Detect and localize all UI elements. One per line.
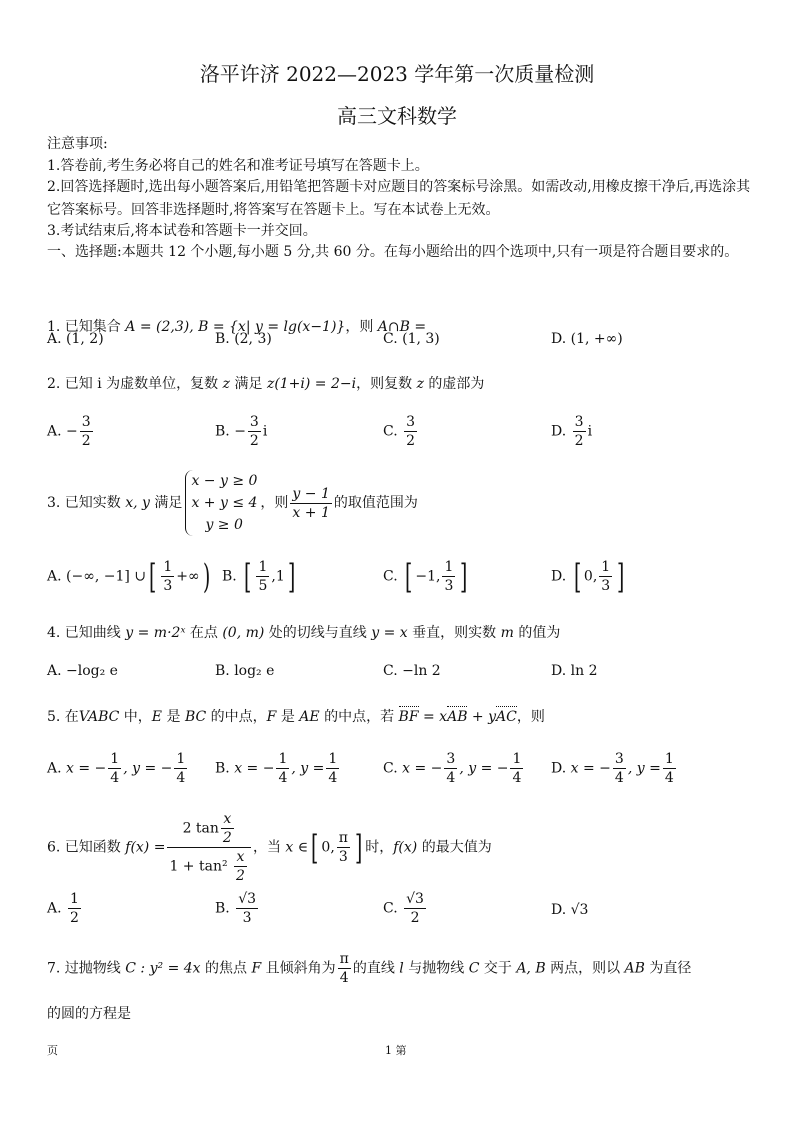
q5-option-a: A. x = − $\frac{1}{4}$ , y = − $\frac{1}{4}$ [47,751,186,786]
note-1: 1.答卷前,考生务必将自己的姓名和准考证号填写在答题卡上。 [47,158,429,174]
q5-option-d: D. x = − $\frac{3}{4}$ , y = $\frac{1}{4}$ [551,751,674,786]
q3-option-a: A. (−∞, −1] ∪[ $\frac{1}{3}$ +∞) [47,556,210,597]
exam-subtitle: 高三文科数学 [337,104,457,128]
question-1: 1. 已知集合 A = (2,3), B = {x| y = lg(x−1)}，则 A∩B = [47,319,427,335]
q5-option-c: C. x = − $\frac{3}{4}$ , y = − $\frac{1}{4}$ [383,751,522,786]
footer-left: 页 [47,1044,58,1057]
question-6: 6. 已知函数 f(x) = 2 tan $\frac{x}{2}$ 1 + tan² $\frac{x}{2}$ ，当 x ∈[ 0, $\frac{\pi}{3}$ ] 时，f(x) 的最大值为 [47,811,492,884]
question-3: 3. 已知实数 x, y 满足 x − y ≥ 0 x + y ≤ 4 y ≥ 0 ，则 $\frac{y - 1}{x + 1}$ 的取值范围为 [47,470,418,536]
note-3: 3.考试结束后,将本试卷和答题卡一并交回。 [47,223,317,239]
q1-option-b: B. (2, 3) [215,331,272,347]
vector-bf: BF [398,709,419,725]
q6-option-a: A. $\frac{1}{2}$ [47,891,79,926]
question-4: 4. 已知曲线 y = m·2ˣ 在点 (0, m) 处的切线与直线 y = x 垂直，则实数 m 的值为 [47,625,561,641]
exam-title: 洛平许济 2022—2023 学年第一次质量检测 [199,62,595,86]
q3-option-d: D. [ 0, $\frac{1}{3}$ ] [551,556,625,597]
q2-option-d: D. $\frac{3}{2}$ i [551,414,593,449]
q3-option-b: B. [ $\frac{1}{5}$ ,1] [222,556,296,597]
q4-option-a: A. −log₂ e [47,663,118,679]
note-2: 2.回答选择题时,选出每小题答案后,用铅笔把答题卡对应题目的答案标号涂黑。如需改动,用橡皮擦干净后,再选涂其它答案标号。回答非选择题时,将答案写在答题卡上。写在本试卷上无效。 [47,179,751,218]
q1-option-d: D. (1, +∞) [551,331,623,347]
section-heading: 一、选择题:本题共 12 个小题,每小题 5 分,共 60 分。在每小题给出的四个选项中,只有一项是符合题目要求的。 [47,244,739,260]
notes-heading: 注意事项: [47,136,108,152]
constraint-system: x − y ≥ 0 x + y ≤ 4 y ≥ 0 [185,470,257,536]
tan-fraction: 2 tan $\frac{x}{2}$ 1 + tan² $\frac{x}{2}$ [167,810,251,885]
question-5: 5. 在VABC 中，E 是 BC 的中点，F 是 AE 的中点，若 BF = xAB + yAC，则 [47,709,545,725]
question-2: 2. 已知 i 为虚数单位，复数 z 满足 z(1+i) = 2−i，则复数 z 的虚部为 [47,376,485,392]
q4-option-c: C. −ln 2 [383,663,441,679]
footer-page-number: 1 第 [385,1044,407,1057]
q1-option-a: A. (1, 2) [47,331,104,347]
q2-option-a: A. − $\frac{3}{2}$ [47,414,91,449]
q2-option-b: B. − $\frac{3}{2}$ i [215,414,268,449]
q6-option-b: B. $\frac{√3}{3}$ [215,891,257,926]
q4-option-b: B. log₂ e [215,663,275,679]
q4-option-d: D. ln 2 [551,663,598,679]
q3-option-c: C. [ −1, $\frac{1}{3}$ ] [383,556,468,597]
q1-option-c: C. (1, 3) [383,331,440,347]
vector-ac: AC [496,709,517,725]
vector-ab: AB [447,709,468,725]
question-7: 7. 过抛物线 C : y² = 4x 的焦点 F 且倾斜角为 $\frac{\pi}{4}$ 的直线 l 与抛物线 C 交于 A, B 两点，则以 AB 为直径 [47,951,692,986]
q6-option-c: C. $\frac{√3}{2}$ [383,891,424,926]
question-7-line-2: 的圆的方程是 [47,1006,131,1022]
q6-option-d: D. √3 [551,902,589,918]
q5-option-b: B. x = − $\frac{1}{4}$ , y = $\frac{1}{4}$ [215,751,338,786]
q2-option-c: C. $\frac{3}{2}$ [383,414,416,449]
